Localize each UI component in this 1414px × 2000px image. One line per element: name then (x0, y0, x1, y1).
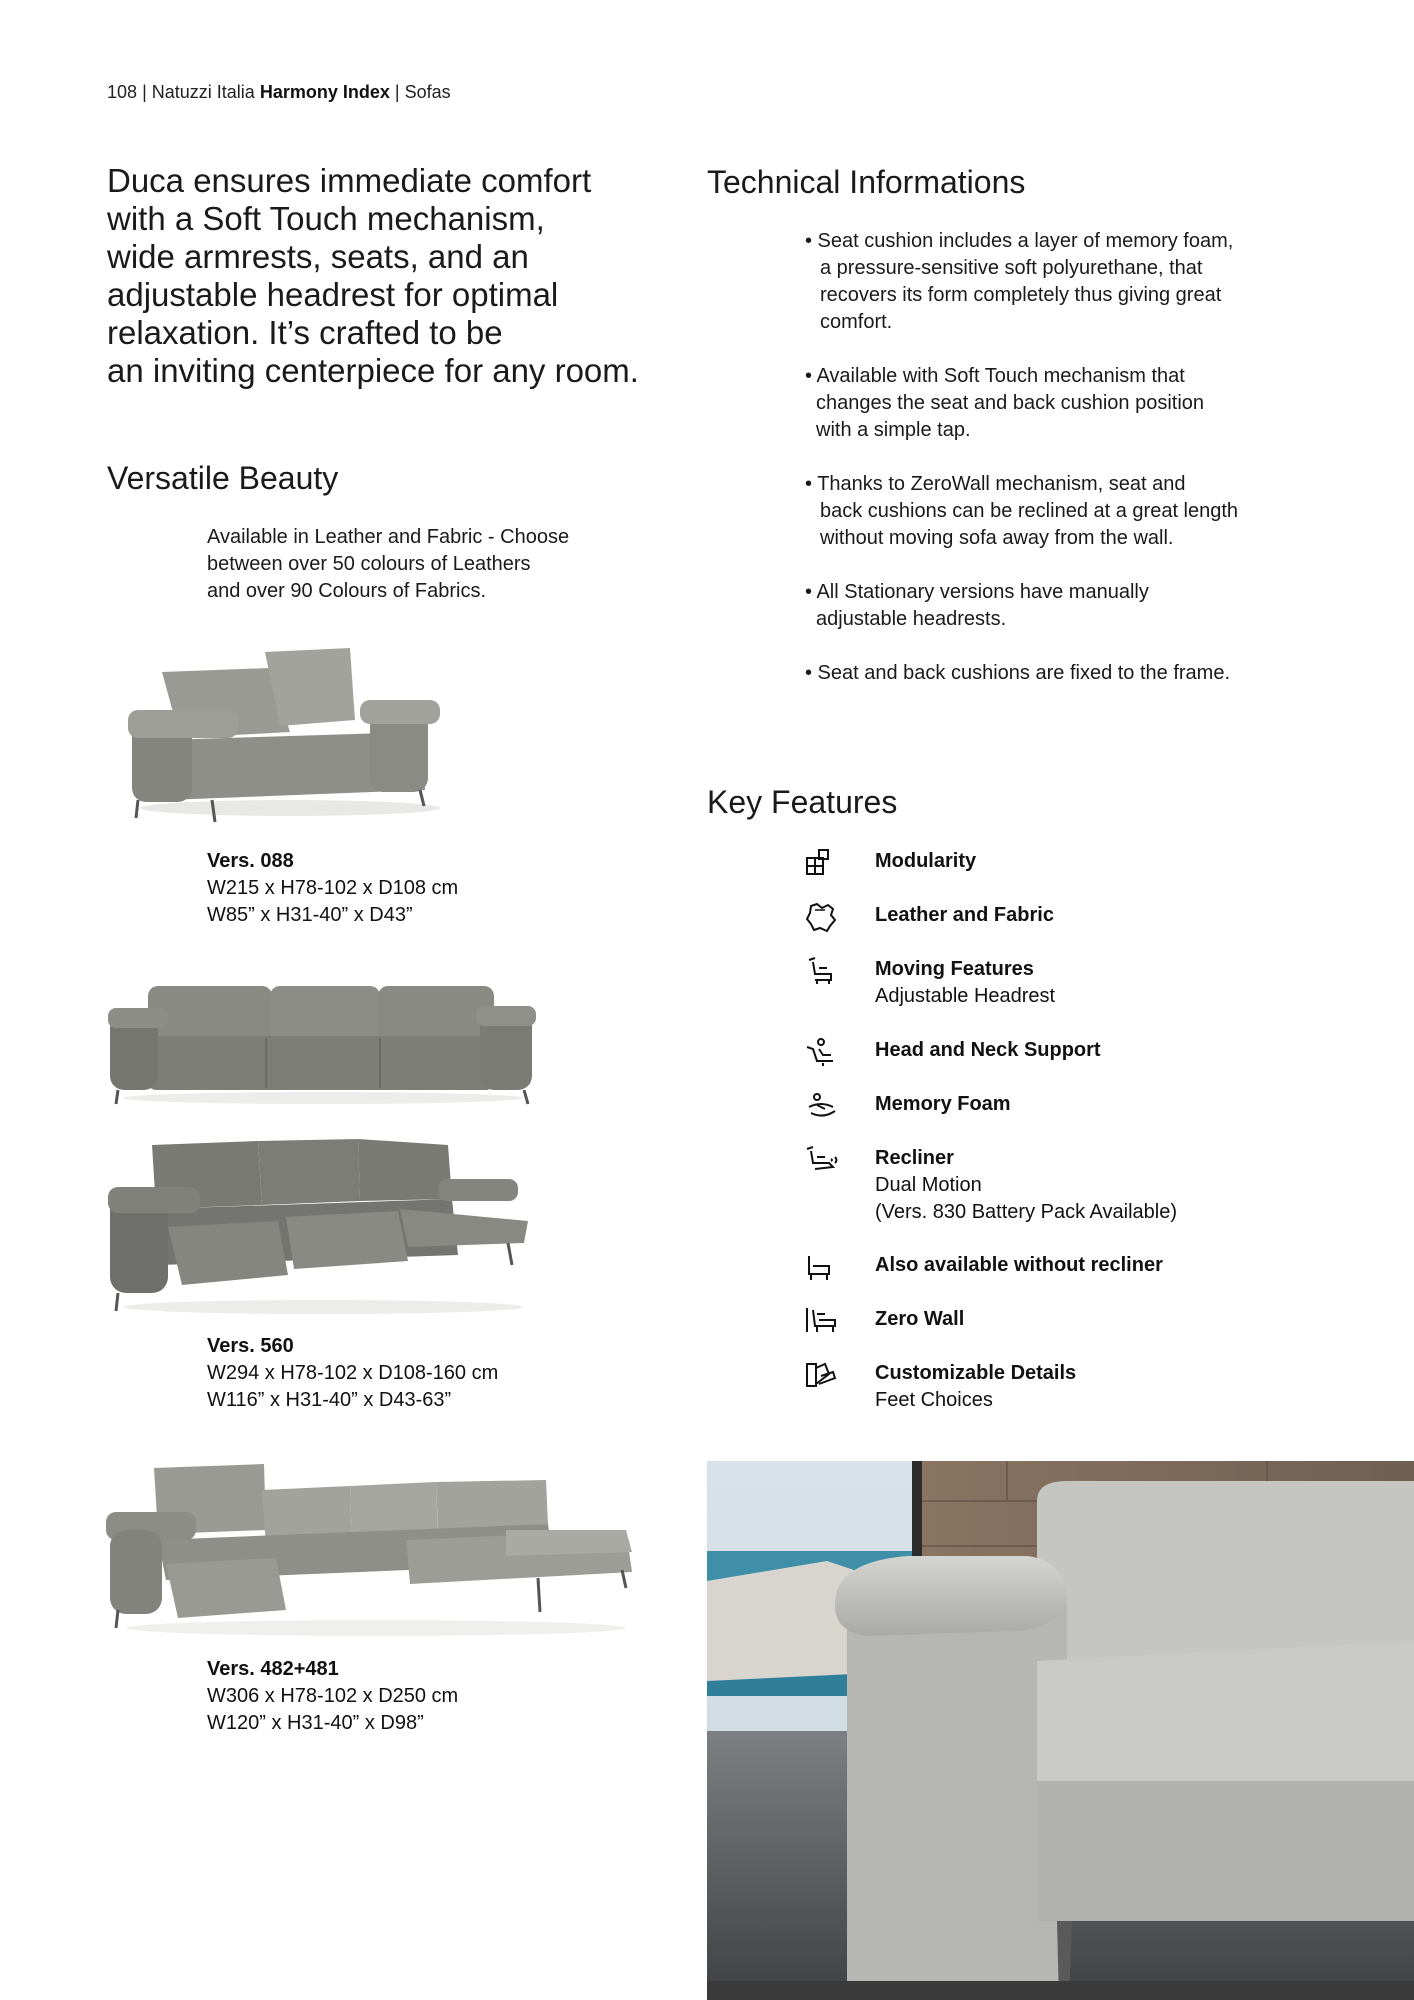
feature-label: Zero Wall (875, 1308, 965, 1330)
version-name: Vers. 560 (207, 1335, 294, 1357)
feature-without-recliner (805, 1252, 1163, 1282)
bullet-line: recovers its form completely thus giving great (820, 284, 1222, 306)
intro-paragraph (107, 162, 667, 390)
versatile-text (207, 524, 569, 605)
sofa-vers-088-image (120, 640, 450, 830)
modularity-icon (805, 848, 839, 878)
leather-hide-icon (805, 902, 839, 932)
sofa-vers-560-reclined-image (108, 1135, 538, 1320)
key-features-title: Key Features (707, 784, 898, 820)
feature-modularity (805, 848, 976, 878)
intro-line: Duca ensures immediate comfort (107, 162, 592, 199)
feature-label: Also available without recliner (875, 1254, 1163, 1276)
feature-customizable (805, 1360, 1076, 1414)
technical-bullet (805, 228, 1325, 336)
bullet-line: comfort. (820, 311, 893, 333)
bullet-line: • Seat cushion includes a layer of memory foam, (805, 230, 1234, 252)
intro-line: wide armrests, seats, and an (107, 238, 529, 275)
bullet-line: back cushions can be reclined at a great length (820, 500, 1239, 522)
intro-line: relaxation. It’s crafted to be (107, 314, 503, 351)
bullet-line: • Thanks to ZeroWall mechanism, seat and (805, 473, 1186, 495)
technical-bullet (805, 471, 1325, 552)
technical-bullet (805, 660, 1325, 687)
bullet-line: a pressure-sensitive soft polyurethane, that (820, 257, 1203, 279)
feature-sub: Dual Motion (875, 1174, 982, 1196)
versatile-title: Versatile Beauty (107, 460, 339, 496)
recliner-icon (805, 1145, 839, 1175)
feature-moving (805, 956, 1055, 1010)
feature-sub: (Vers. 830 Battery Pack Available) (875, 1201, 1178, 1223)
feature-label: Recliner (875, 1147, 954, 1169)
feature-leather-fabric (805, 902, 1054, 932)
index-name: Harmony Index (259, 82, 390, 102)
intro-line: an inviting centerpiece for any room. (107, 352, 639, 389)
sofa-vers-482-481-image (106, 1460, 636, 1640)
moving-seat-icon (805, 956, 839, 986)
version-name: Vers. 482+481 (207, 1658, 339, 1680)
intro-line: adjustable headrest for optimal (107, 276, 559, 313)
feature-sub: Adjustable Headrest (875, 985, 1056, 1007)
version-dimensions-in: W85” x H31-40” x D43” (207, 904, 413, 926)
feature-memory-foam (805, 1091, 1011, 1121)
brand-name: Natuzzi Italia (151, 82, 255, 102)
sofa-lifestyle-photo (707, 1461, 1414, 2000)
version-dimensions-in: W116” x H31-40” x D43-63” (207, 1389, 452, 1411)
head-support-icon (805, 1037, 839, 1067)
intro-line: with a Soft Touch mechanism, (107, 200, 545, 237)
bullet-line: without moving sofa away from the wall. (820, 527, 1174, 549)
header-separator: | (142, 82, 147, 102)
page-header (107, 82, 451, 103)
zero-wall-icon (805, 1306, 839, 1336)
version-dimensions-cm: W306 x H78-102 x D250 cm (207, 1685, 459, 1707)
feature-label: Leather and Fabric (875, 904, 1054, 926)
version-name: Vers. 088 (207, 850, 294, 872)
bullet-line: adjustable headrests. (816, 608, 1007, 630)
version-dimensions-in: W120” x H31-40” x D98” (207, 1712, 424, 1734)
memory-foam-icon (805, 1091, 839, 1121)
feature-label: Customizable Details (875, 1362, 1077, 1384)
versatile-line: Available in Leather and Fabric - Choose (207, 526, 570, 548)
version-dimensions-cm: W294 x H78-102 x D108-160 cm (207, 1362, 499, 1384)
bullet-line: • All Stationary versions have manually (805, 581, 1149, 603)
bullet-line: • Seat and back cushions are fixed to the frame. (805, 662, 1231, 684)
technical-bullets (805, 228, 1325, 714)
version-088-info (207, 848, 458, 929)
technical-title: Technical Informations (707, 164, 1026, 200)
bullet-line: with a simple tap. (816, 419, 971, 441)
feature-sub: Feet Choices (875, 1389, 993, 1411)
feature-label: Moving Features (875, 958, 1034, 980)
feature-head-neck (805, 1037, 1101, 1067)
sofa-vers-560-image (108, 980, 538, 1110)
swatches-icon (805, 1360, 839, 1390)
feature-label: Memory Foam (875, 1093, 1011, 1115)
feature-recliner (805, 1145, 1177, 1226)
version-dimensions-cm: W215 x H78-102 x D108 cm (207, 877, 459, 899)
section-name: Sofas (404, 82, 451, 102)
bullet-line: changes the seat and back cushion position (816, 392, 1205, 414)
feature-label: Modularity (875, 850, 977, 872)
version-482-481-info (207, 1656, 458, 1737)
page-number: 108 (107, 82, 138, 102)
armchair-icon (805, 1252, 839, 1282)
feature-label: Head and Neck Support (875, 1039, 1101, 1061)
feature-zero-wall (805, 1306, 964, 1336)
technical-bullet (805, 579, 1325, 633)
versatile-line: between over 50 colours of Leathers (207, 553, 531, 575)
versatile-line: and over 90 Colours of Fabrics. (207, 580, 487, 602)
technical-bullet (805, 363, 1325, 444)
bullet-line: • Available with Soft Touch mechanism that (805, 365, 1185, 387)
header-separator: | (394, 82, 400, 102)
version-560-info (207, 1333, 498, 1414)
